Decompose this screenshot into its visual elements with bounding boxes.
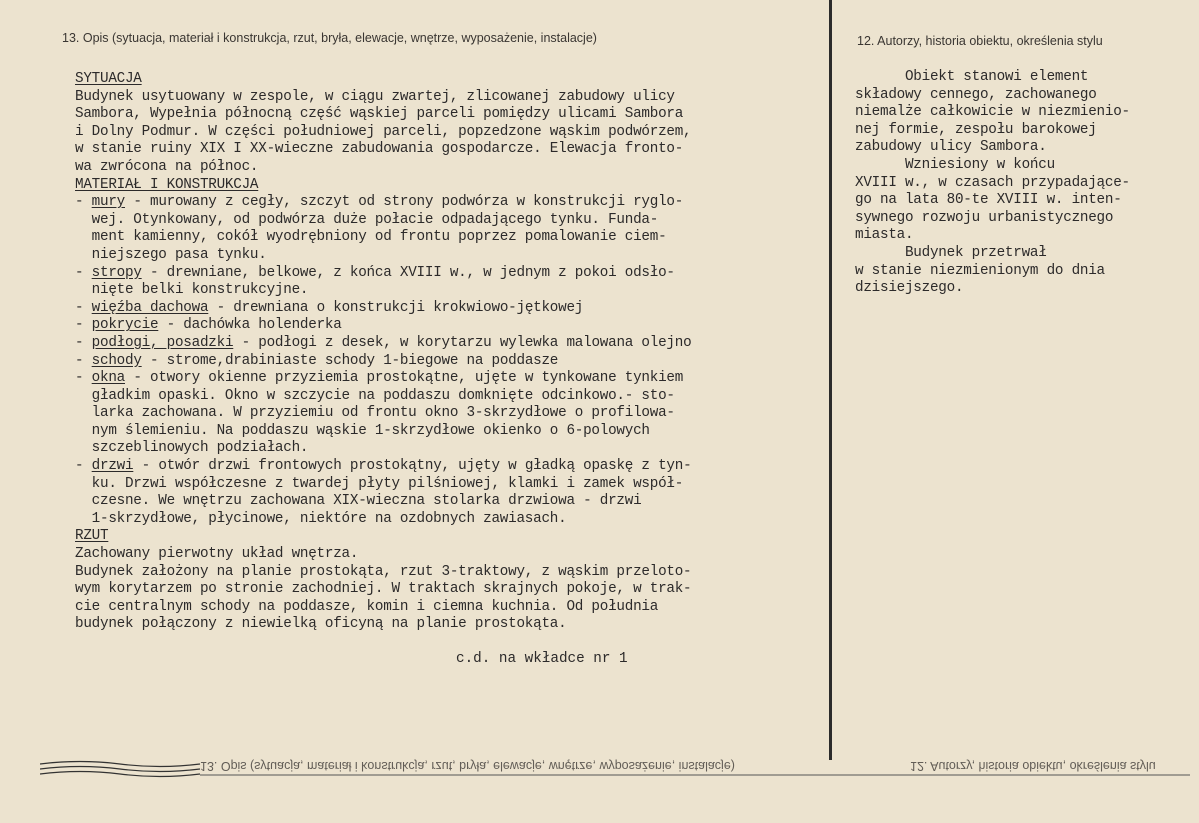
text-line: w stanie niezmienionym do dnia <box>855 262 1105 279</box>
text-segment: ment kamienny, cokół wyodrębniony od frontu poprzez pomalowanie ciem- <box>75 229 667 246</box>
underlined-term: RZUT <box>75 528 109 545</box>
column-divider <box>829 0 832 760</box>
underlined-term: pokrycie <box>91 317 159 334</box>
text-segment: 1-skrzydłowe, płycinowe, niektóre na ozdobnych zawiasach. <box>75 510 567 527</box>
text-line <box>75 194 691 212</box>
text-line: składowy cennego, zachowanego <box>855 86 1097 103</box>
text-segment: wa zwrócona na północ. <box>75 158 259 175</box>
text-line <box>75 106 691 124</box>
text-line <box>75 528 691 546</box>
text-segment: - dachówka holenderka <box>158 317 342 334</box>
text-segment: - <box>75 370 92 387</box>
text-line <box>75 353 691 371</box>
text-segment: wej. Otynkowany, od podwórza duże połacie odpadającego tynku. Funda- <box>75 211 659 228</box>
text-segment: wym korytarzem po stronie zachodniej. W traktach skrajnych pokoje, w trak- <box>75 581 692 598</box>
text-line <box>75 388 691 406</box>
text-segment: Budynek założony na planie prostokąta, rzut 3-traktowy, z wąskim przeloto- <box>75 563 692 580</box>
text-segment: czesne. We wnętrzu zachowana XIX-wieczna stolarka drzwiowa - drzwi <box>75 493 642 510</box>
text-segment: i Dolny Podmur. W części południowej parceli, popzedzone wąskim podwórzem, <box>75 123 692 140</box>
continuation-note: c.d. na wkładce nr 1 <box>456 651 628 667</box>
text-line <box>75 71 691 89</box>
text-line <box>75 476 691 494</box>
underlined-term: drzwi <box>91 458 134 475</box>
section13-label: 13. Opis (sytuacja, materiał i konstrukcja, rzut, bryła, elewacje, wnętrze, wyposażenie, instalacje) <box>62 31 597 45</box>
text-segment: niejszego pasa tynku. <box>75 246 267 263</box>
underlined-term: stropy <box>91 264 142 281</box>
underlined-term: podłogi, posadzki <box>91 334 234 351</box>
text-segment: - otwór drzwi frontowych prostokątny, ujęty w gładką opaskę z tyn- <box>133 458 692 475</box>
text-segment: - <box>75 317 92 334</box>
text-segment: - podłogi z desek, w korytarzu wylewka malowana olejno <box>233 334 692 351</box>
text-line <box>75 124 691 142</box>
text-line <box>75 89 691 107</box>
text-segment: - murowany z cegły, szczyt od strony podwórza w konstrukcji ryglo- <box>125 194 684 211</box>
text-line <box>75 564 691 582</box>
text-segment: - <box>75 264 92 281</box>
text-line <box>75 335 691 353</box>
text-segment: - <box>75 194 92 211</box>
text-segment: szczeblinowych podziałach. <box>75 440 309 457</box>
text-segment: - <box>75 458 92 475</box>
bottom-strip <box>40 755 1190 785</box>
text-segment: ku. Drzwi współczesne z twardej płyty pilśniowej, klamki i zamek współ- <box>75 475 684 492</box>
text-line: dzisiejszego. <box>855 280 964 297</box>
text-segment: - <box>75 352 92 369</box>
text-line <box>75 229 691 247</box>
text-segment: - otwory okienne przyziemia prostokątne, ujęte w tynkowane tynkiem <box>125 370 684 387</box>
history-text <box>855 69 1130 298</box>
text-line <box>75 370 691 388</box>
text-segment: - drewniana o konstrukcji krokwiowo-jętkowej <box>208 299 584 316</box>
mirror-label-left: 13. Opis (sytuacja, materiał i konstrukcja, rzut, bryła, elewacje, wnętrze, wyposażenie, instalacje) <box>200 759 735 773</box>
text-line: nej formie, zespołu barokowej <box>855 121 1097 138</box>
underlined-term: więźba dachowa <box>91 299 209 316</box>
text-line <box>75 599 691 617</box>
mirror-label-right: 12. Autorzy, historia obiektu, określenia stylu <box>910 759 1156 773</box>
underlined-term: MATERIAŁ I KONSTRUKCJA <box>75 176 259 193</box>
text-segment: - strome,drabiniaste schody 1-biegowe na poddasze <box>141 352 559 369</box>
text-segment: - <box>75 299 92 316</box>
text-segment: nięte belki konstrukcyjne. <box>75 282 309 299</box>
text-line <box>75 300 691 318</box>
text-segment: Zachowany pierwotny układ wnętrza. <box>75 546 359 563</box>
text-segment: nym ślemieniu. Na poddaszu wąskie 1-skrzydłowe okienko o 6-polowych <box>75 422 650 439</box>
text-line <box>75 265 691 283</box>
text-line: niemalże całkowicie w niezmienio- <box>855 104 1130 121</box>
text-segment: Sambora, Wypełnia północną część wąskiej parceli pomiędzy ulicami Sambora <box>75 106 684 123</box>
text-line: Budynek przetrwał <box>855 244 1047 261</box>
text-line: Obiekt stanowi element <box>855 69 1089 85</box>
text-line <box>75 247 691 265</box>
text-segment: larka zachowana. W przyziemiu od frontu okno 3-skrzydłowe o profilowa- <box>75 405 675 422</box>
text-line <box>75 458 691 476</box>
text-line <box>75 177 691 195</box>
text-segment: w stanie ruiny XIX I XX-wieczne zabudowania gospodarcze. Elewacja fronto- <box>75 141 684 158</box>
text-segment: gładkim opaski. Okno w szczycie na poddaszu domknięte odcinkowo.- sto- <box>75 387 675 404</box>
description-text <box>75 71 691 634</box>
underlined-term: okna <box>91 370 125 387</box>
text-line <box>75 511 691 529</box>
text-line: go na lata 80-te XVIII w. inten- <box>855 192 1122 209</box>
text-line: miasta. <box>855 227 914 244</box>
text-line <box>75 159 691 177</box>
underlined-term: SYTUACJA <box>75 71 142 87</box>
text-segment: - drewniane, belkowe, z końca XVIII w., w jednym z pokoi odsło- <box>141 264 675 281</box>
text-line <box>75 440 691 458</box>
text-segment: budynek połączony z niewielką oficyną na planie prostokąta. <box>75 616 567 633</box>
text-segment: - <box>75 334 92 351</box>
text-line: XVIII w., w czasach przypadające- <box>855 174 1130 191</box>
underlined-term: mury <box>91 194 125 211</box>
text-line <box>75 141 691 159</box>
text-line <box>75 493 691 511</box>
text-line <box>75 317 691 335</box>
text-line: Wzniesiony w końcu <box>855 156 1055 173</box>
text-line <box>75 423 691 441</box>
text-segment: Budynek usytuowany w zespole, w ciągu zwartej, zlicowanej zabudowy ulicy <box>75 88 675 105</box>
text-line <box>75 405 691 423</box>
text-line <box>75 546 691 564</box>
text-line <box>75 212 691 230</box>
text-line <box>75 282 691 300</box>
text-line: zabudowy ulicy Sambora. <box>855 139 1047 156</box>
section12-label: 12. Autorzy, historia obiektu, określenia stylu <box>857 34 1103 48</box>
text-line: sywnego rozwoju urbanistycznego <box>855 209 1114 226</box>
text-line <box>75 616 691 634</box>
underlined-term: schody <box>91 352 142 369</box>
text-segment: cie centralnym schody na poddasze, komin i ciemna kuchnia. Od południa <box>75 598 659 615</box>
text-line <box>75 581 691 599</box>
